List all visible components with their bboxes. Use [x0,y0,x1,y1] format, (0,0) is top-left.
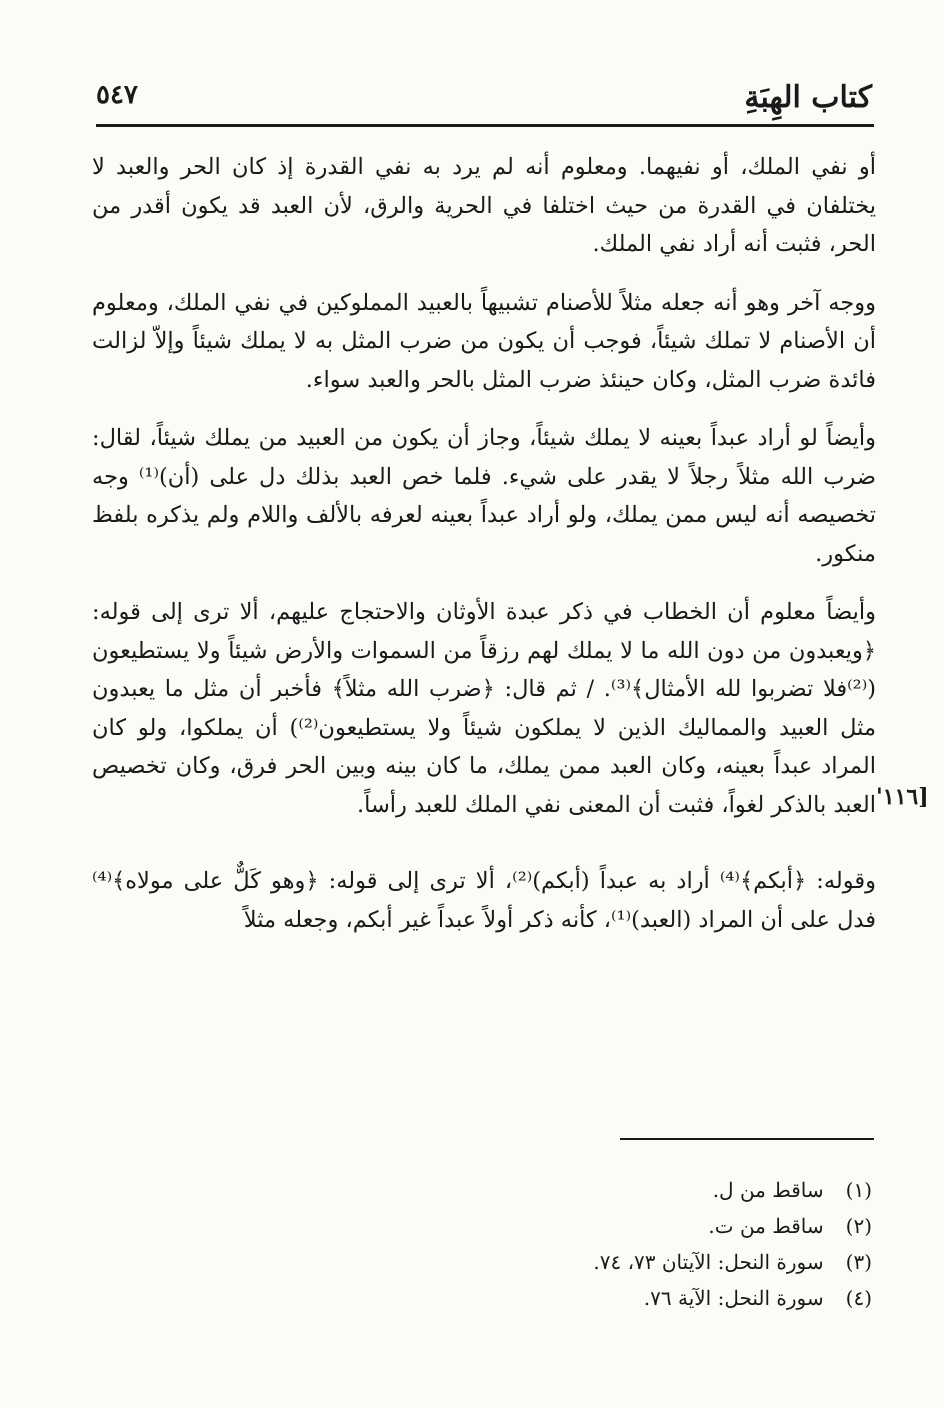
book-title: كتاب الهِبَةِ [744,80,872,115]
footnote-text: سورة النحل: الآيتان ٧٣، ٧٤. [593,1250,824,1274]
footnote-number: (١) [845,1178,872,1202]
manuscript-folio-marker: [١١٦' [876,784,929,810]
paragraph: ووجه آخر وهو أنه جعله مثلاً للأصنام تشبيهاً بالعبيد المملوكين في نفي الملك، ومعلوم أن الأصنام لا تملك شيئاً، فوجب أن يكون من ضرب المثل به لا يملك شيئاً وإلاّ لزالت فائدة ضرب المثل، وكان حينئذ ضرب المثل بالحر والعبد سواء. [92,289,876,393]
paragraph: وأيضاً لو أراد عبداً بعينه لا يملك شيئاً، وجاز أن يكون من العبيد من يملك شيئاً، لقال: ضرب الله مثلاً رجلاً لا يقدر على شيء. فلما خص العبد بذلك دل على (أن)⁽¹⁾ وجه تخصيصه أنه ليس ممن يملك، ولو أراد عبداً بعينه لعرفه بالألف واللام ولم يذكره بلفظ منكور. [92,425,876,567]
running-head [96,80,872,120]
footnote [272,1280,872,1316]
footnote-number: (٢) [845,1214,872,1238]
paragraph: أو نفي الملك، أو نفيهما. ومعلوم أنه لم يرد به نفي القدرة إذ كان الحر والعبد لا يختلفان في القدرة من حيث اختلفا في الحرية والرق، لأن العبد قد يكون أقدر من الحر، فثبت أنه أراد نفي الملك. [92,154,876,257]
paragraph: وقوله: ﴿أبكم﴾⁽⁴⁾ أراد به عبداً (أبكم)⁽²⁾، ألا ترى إلى قوله: ﴿وهو كَلٌّ على مولاه﴾⁽⁴⁾ فدل على أن المراد (العبد)⁽¹⁾، كأنه ذكر أولاً عبداً غير أبكم، وجعله مثلاً [92,868,877,933]
footnote-text: ساقط من ل. [712,1178,824,1202]
footnote-text: ساقط من ت. [708,1214,824,1238]
footnotes [272,1172,872,1316]
footnote [272,1208,872,1244]
page-number: ٥٤٧ [96,80,138,110]
footnote-text: سورة النحل: الآية ٧٦. [643,1286,824,1310]
footnote-rule [620,1138,874,1140]
footnote [272,1172,872,1208]
main-text [92,148,876,959]
header-rule [96,124,874,127]
paragraph: وأيضاً معلوم أن الخطاب في ذكر عبدة الأوثان والاحتجاج عليهم، ألا ترى إلى قوله: ﴿ويعبدون من دون الله ما لا يملك لهم رزقاً من السموات والأرض شيئاً ولا يستطيعون (⁽²⁾فلا تضربوا لله الأمثال﴾⁽³⁾. / ثم قال: ﴿ضرب الله مثلاً﴾ فأخبر أن مثل ما يعبدون مثل العبيد والمماليك الذين لا يملكون شيئاً ولا يستطيعون⁽²⁾) أن يملكوا، ولو كان المراد عبداً بعينه، وكان العبد ممن يملك، ما كان بينه وبين الحر فرق، وكان تخصيص العبد بالذكر لغواً، فثبت أن المعنى نفي الملك للعبد رأساً. [92,599,876,818]
footnote [272,1244,872,1280]
footnote-number: (٣) [845,1250,872,1274]
footnote-number: (٤) [845,1286,872,1310]
